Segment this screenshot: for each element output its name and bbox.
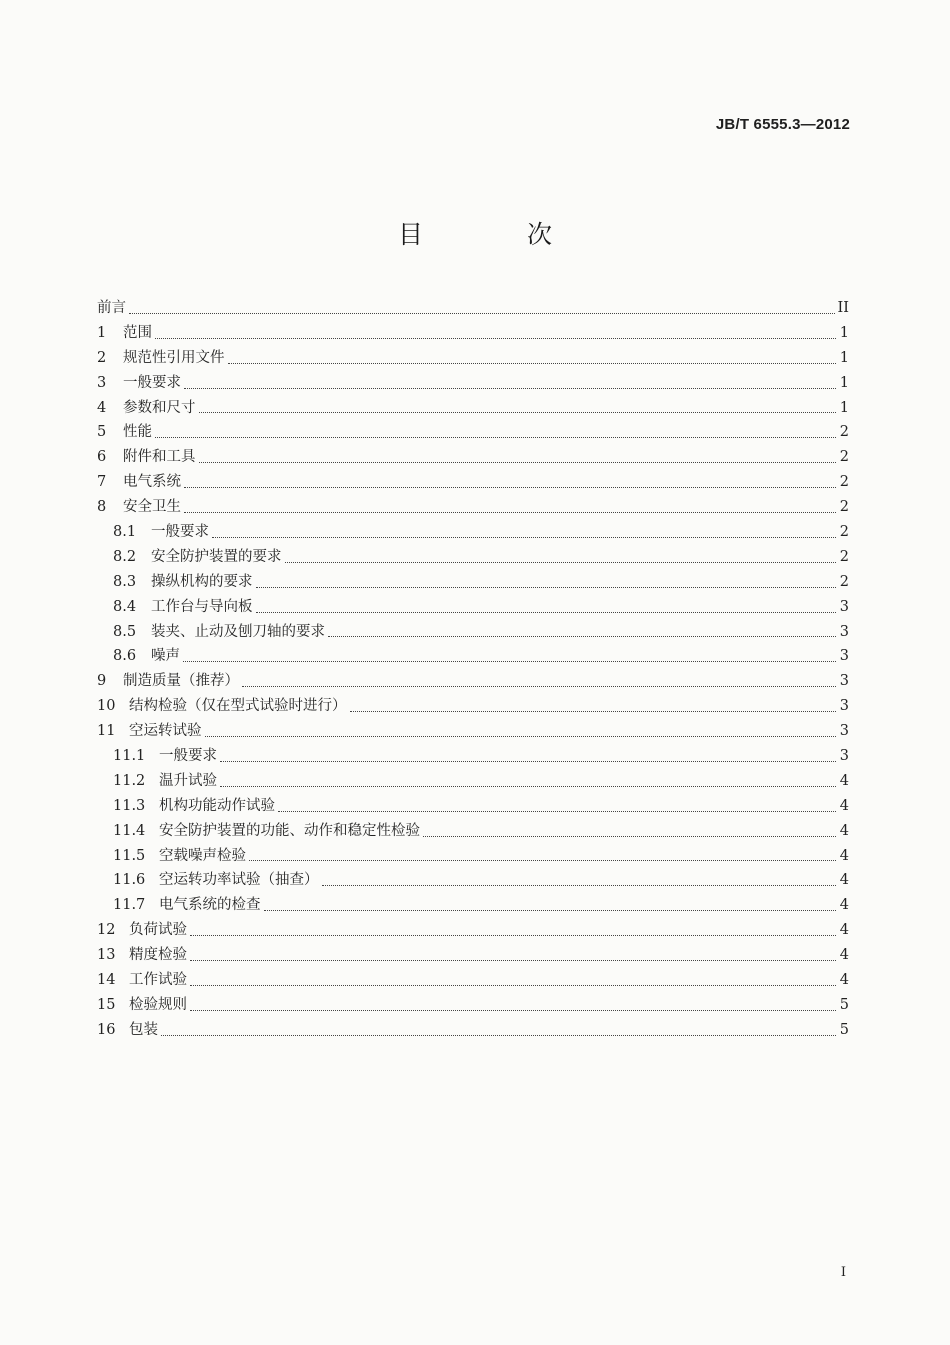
toc-entry-label: 性能 (123, 424, 152, 441)
toc-entry-label: 附件和工具 (123, 449, 196, 466)
toc-entry-label: 一般要求 (151, 524, 209, 541)
toc-entry-page: 4 (839, 847, 849, 864)
toc-entry-number: 9 (97, 673, 107, 690)
toc-entry-label: 安全防护装置的要求 (151, 548, 282, 565)
toc-entry-label: 安全防护装置的功能、动作和稳定性检验 (159, 822, 420, 839)
toc-entry-page: 4 (839, 797, 849, 814)
toc-entry-number: 3 (97, 374, 107, 391)
toc-entry-number: 8.3 (113, 573, 137, 590)
toc-entry-page: 2 (839, 449, 849, 466)
toc-entry[interactable] (97, 346, 849, 371)
dot-leader (322, 884, 837, 886)
toc-entry-number: 11.6 (113, 872, 146, 889)
toc-entry-page: 3 (839, 723, 849, 740)
toc-entry-label: 工作台与导向板 (151, 598, 253, 615)
toc-entry-number: 8 (97, 499, 107, 516)
toc-entry-number: 1 (97, 324, 107, 341)
toc-entry-label: 参数和尺寸 (123, 399, 196, 416)
toc-entry-page: 1 (839, 399, 849, 416)
dot-leader (278, 810, 836, 812)
toc-entry-page: II (837, 300, 849, 316)
toc-entry[interactable] (97, 694, 849, 719)
dot-leader (190, 984, 836, 986)
dot-leader (184, 486, 836, 488)
toc-entry-number: 8.2 (113, 548, 137, 565)
toc-entry-label: 包装 (129, 1021, 158, 1038)
dot-leader (199, 461, 837, 463)
toc-entry-label: 制造质量（推荐） (123, 673, 239, 690)
toc-entry-number: 8.1 (113, 524, 137, 541)
toc-entry-page: 5 (839, 996, 849, 1013)
toc-entry-label: 空载噪声检验 (159, 847, 246, 864)
toc-entry[interactable] (97, 495, 849, 520)
toc-entry-page: 3 (839, 698, 849, 715)
dot-leader (256, 586, 837, 588)
dot-leader (129, 312, 835, 314)
toc-entry[interactable] (97, 296, 849, 321)
toc-entry-label: 范围 (123, 324, 152, 341)
dot-leader (423, 835, 836, 837)
toc-entry[interactable] (97, 396, 849, 421)
toc-entry[interactable] (97, 545, 849, 570)
toc-entry-page: 4 (839, 872, 849, 889)
toc-entry-label: 规范性引用文件 (123, 349, 225, 366)
toc-entry-page: 2 (839, 499, 849, 516)
toc-entry[interactable] (97, 595, 849, 620)
toc-entry[interactable] (97, 420, 849, 445)
toc-entry[interactable] (97, 321, 849, 346)
standard-number: JB/T 6555.3—2012 (715, 116, 850, 133)
toc-entry-number: 14 (97, 972, 116, 989)
toc-entry-number: 2 (97, 349, 107, 366)
toc-entry-label: 前言 (97, 300, 126, 316)
toc-entry-page: 1 (839, 349, 849, 366)
toc-entry-number: 10 (97, 698, 116, 715)
dot-leader (155, 436, 836, 438)
toc-entry-page: 4 (839, 822, 849, 839)
toc-entry[interactable] (97, 868, 849, 893)
toc-entry-label: 电气系统的检查 (159, 897, 261, 914)
toc-entry[interactable] (97, 893, 849, 918)
toc-entry-label: 负荷试验 (129, 922, 187, 939)
table-of-contents (97, 296, 849, 1043)
dot-leader (183, 660, 836, 662)
toc-entry-number: 8.4 (113, 598, 137, 615)
dot-leader (328, 635, 836, 637)
toc-entry-number: 7 (97, 474, 107, 491)
toc-entry[interactable] (97, 620, 849, 645)
toc-entry-page: 2 (839, 424, 849, 441)
toc-entry-number: 8.6 (113, 648, 137, 665)
toc-entry-label: 噪声 (151, 648, 180, 665)
toc-entry[interactable] (97, 943, 849, 968)
dot-leader (256, 611, 837, 613)
page-title: 目 次 (398, 220, 600, 249)
toc-entry-number: 6 (97, 449, 107, 466)
dot-leader (220, 760, 836, 762)
toc-entry-label: 安全卫生 (123, 499, 181, 516)
toc-entry-label: 机构功能动作试验 (159, 797, 275, 814)
toc-entry-page: 3 (839, 623, 849, 640)
toc-entry-page: 2 (839, 474, 849, 491)
toc-entry[interactable] (97, 445, 849, 470)
toc-entry[interactable] (97, 744, 849, 769)
toc-entry[interactable] (97, 819, 849, 844)
toc-entry[interactable] (97, 794, 849, 819)
toc-entry-number: 12 (97, 922, 116, 939)
dot-leader (161, 1034, 836, 1036)
toc-entry-page: 3 (839, 748, 849, 765)
toc-entry-number: 13 (97, 947, 116, 964)
toc-entry[interactable] (97, 520, 849, 545)
toc-entry-number: 4 (97, 399, 107, 416)
toc-entry-number: 11.7 (113, 897, 146, 914)
toc-entry-page: 4 (839, 922, 849, 939)
toc-entry-number: 11.3 (113, 797, 146, 814)
toc-entry-label: 空运转试验 (129, 723, 202, 740)
toc-entry-number: 5 (97, 424, 107, 441)
toc-entry-number: 11.1 (113, 748, 146, 765)
toc-entry-page: 1 (839, 324, 849, 341)
toc-entry-page: 3 (839, 648, 849, 665)
toc-entry-label: 一般要求 (123, 374, 181, 391)
dot-leader (190, 934, 836, 936)
toc-entry-label: 一般要求 (159, 748, 217, 765)
toc-entry-label: 温升试验 (159, 772, 217, 789)
toc-entry-page: 4 (839, 897, 849, 914)
toc-entry-page: 4 (839, 772, 849, 789)
dot-leader (249, 859, 836, 861)
toc-entry-page: 4 (839, 947, 849, 964)
dot-leader (199, 411, 837, 413)
toc-entry[interactable] (97, 669, 849, 694)
dot-leader (184, 387, 836, 389)
toc-entry-number: 11.2 (113, 772, 146, 789)
toc-entry[interactable] (97, 844, 849, 869)
toc-entry[interactable] (97, 371, 849, 396)
toc-entry[interactable] (97, 570, 849, 595)
toc-entry-page: 3 (839, 673, 849, 690)
dot-leader (285, 561, 837, 563)
toc-entry-page: 5 (839, 1021, 849, 1038)
toc-entry-number: 11.5 (113, 847, 146, 864)
toc-entry[interactable] (97, 644, 849, 669)
dot-leader (184, 511, 836, 513)
toc-entry-page: 2 (839, 524, 849, 541)
toc-entry-label: 精度检验 (129, 947, 187, 964)
toc-entry-number: 16 (97, 1021, 116, 1038)
dot-leader (242, 685, 836, 687)
dot-leader (228, 362, 837, 364)
dot-leader (220, 785, 836, 787)
toc-entry-number: 11.4 (113, 822, 146, 839)
toc-entry-label: 工作试验 (129, 972, 187, 989)
dot-leader (190, 959, 836, 961)
toc-entry[interactable] (97, 993, 849, 1018)
toc-entry-page: 4 (839, 972, 849, 989)
dot-leader (155, 337, 836, 339)
toc-entry-number: 8.5 (113, 623, 137, 640)
toc-entry-number: 11 (97, 723, 116, 740)
toc-entry-label: 操纵机构的要求 (151, 573, 253, 590)
toc-entry[interactable] (97, 968, 849, 993)
toc-entry-label: 结构检验（仅在型式试验时进行） (129, 698, 347, 715)
toc-entry[interactable] (97, 470, 849, 495)
dot-leader (350, 710, 837, 712)
toc-entry-page: 1 (839, 374, 849, 391)
toc-entry-label: 检验规则 (129, 996, 187, 1013)
toc-entry-page: 3 (839, 598, 849, 615)
toc-entry-label: 空运转功率试验（抽查） (159, 872, 319, 889)
toc-entry[interactable] (97, 1018, 849, 1043)
dot-leader (264, 909, 837, 911)
dot-leader (190, 1009, 836, 1011)
dot-leader (212, 536, 836, 538)
toc-entry-page: 2 (839, 548, 849, 565)
toc-entry[interactable] (97, 719, 849, 744)
dot-leader (205, 735, 837, 737)
toc-entry-page: 2 (839, 573, 849, 590)
toc-entry-label: 装夹、止动及刨刀轴的要求 (151, 623, 325, 640)
toc-entry[interactable] (97, 769, 849, 794)
page-number: I (840, 1265, 846, 1280)
toc-entry[interactable] (97, 918, 849, 943)
toc-entry-number: 15 (97, 996, 116, 1013)
toc-entry-label: 电气系统 (123, 474, 181, 491)
